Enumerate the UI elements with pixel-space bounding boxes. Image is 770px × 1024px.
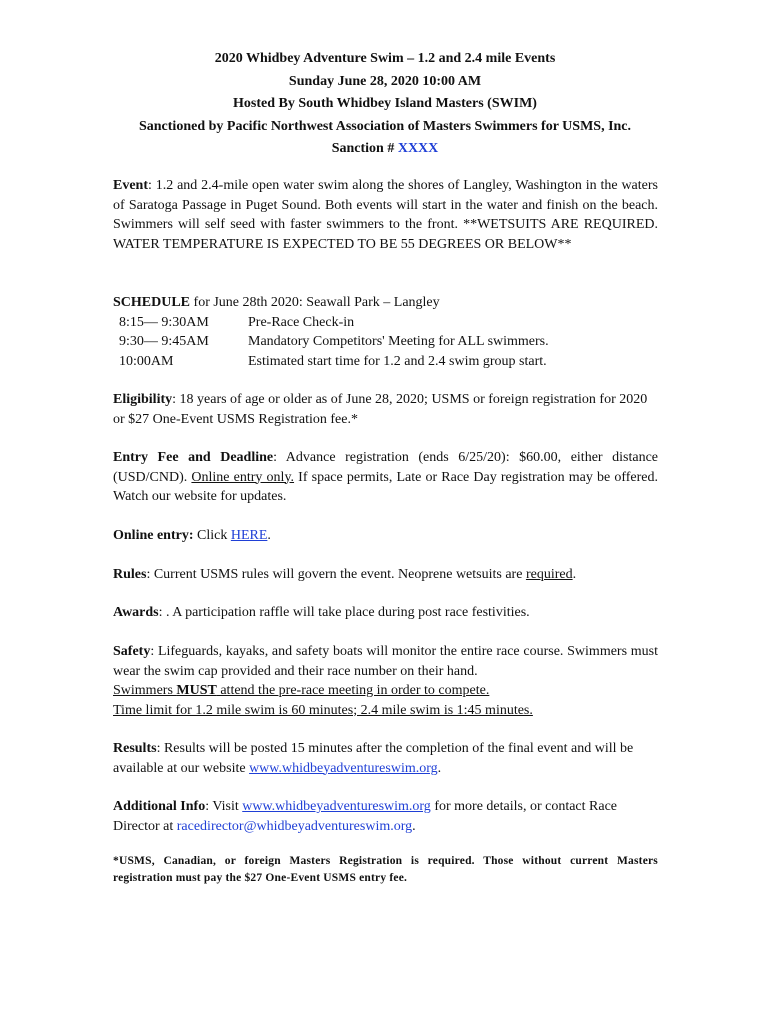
email-link[interactable]: racedirector@whidbeyadventureswim.org <box>176 818 413 834</box>
safety-text: : Lifeguards, kayaks, and safety boats will monitor the entire race course. Swimmers must wear the swim cap provided and their race number on their hand. <box>113 644 658 679</box>
eligibility-label: Eligibility <box>113 392 173 407</box>
schedule-intro: for June 28th 2020: Seawall Park – Langley <box>190 295 440 310</box>
online-entry-section <box>113 526 658 546</box>
online-entry-text: Click <box>193 528 231 543</box>
sanction-number: XXXX <box>397 141 439 156</box>
safety-label: Safety <box>113 644 151 659</box>
online-only-note: Online entry only. <box>191 469 295 485</box>
schedule-row <box>113 332 658 352</box>
safety-section <box>113 642 658 720</box>
here-link[interactable]: HERE <box>230 528 268 543</box>
additional-text-2: for more details, or contact Race Director at <box>113 799 618 834</box>
schedule-desc: Pre-Race Check-in <box>248 314 355 330</box>
entry-fee-section <box>113 448 658 507</box>
schedule-row <box>113 313 658 333</box>
eligibility-section <box>113 390 658 429</box>
safety-meeting-note <box>113 681 658 701</box>
additional-text-1: : Visit <box>205 799 243 814</box>
results-label: Results <box>113 741 157 756</box>
safety-line2a: Swimmers <box>113 683 177 698</box>
safety-paragraph <box>113 642 658 681</box>
schedule-heading <box>113 293 658 313</box>
awards-section <box>113 603 658 623</box>
results-section <box>113 739 658 778</box>
website-link[interactable]: www.whidbeyadventureswim.org <box>249 760 438 776</box>
additional-info-section <box>113 797 658 836</box>
required-word: required <box>525 567 573 582</box>
schedule-time: 8:15— 9:30AM <box>119 314 209 330</box>
sanction-label: Sanction # <box>331 141 398 156</box>
online-entry-label: Online entry: <box>113 528 194 543</box>
event-label: Event <box>113 178 148 193</box>
additional-info-label: Additional Info <box>113 799 206 814</box>
results-after: . <box>437 760 442 776</box>
rules-label: Rules <box>113 567 147 582</box>
header-date: Sunday June 28, 2020 10:00 AM <box>288 73 482 89</box>
header-title: 2020 Whidbey Adventure Swim – 1.2 and 2.4 mile Events <box>214 51 556 66</box>
schedule-desc: Mandatory Competitors' Meeting for ALL swimmers. <box>248 334 549 349</box>
entry-fee-text-2: If space permits, Late or Race Day registration may be offered. Watch our website for updates. <box>113 469 658 504</box>
website-link[interactable]: www.whidbeyadventureswim.org <box>242 799 431 814</box>
safety-must: MUST <box>176 683 217 698</box>
entry-fee-text: : Advance registration (ends 6/25/20): $60.00, either distance (USD/CND). <box>113 450 658 485</box>
rules-after: . <box>572 567 577 582</box>
additional-after: . <box>412 818 416 834</box>
rules-section <box>113 565 658 585</box>
awards-label: Awards <box>113 605 159 620</box>
schedule-desc: Estimated start time for 1.2 and 2.4 swim group start. <box>248 353 547 369</box>
event-header <box>100 48 670 161</box>
event-text: : 1.2 and 2.4-mile open water swim along the shores of Langley, Washington in the waters of Saratoga Passage in Puget Sound. Both events will start in the water and finish on the beach. Swimmers will self seed with faster swimmers to the front. **WETSUITS ARE REQUIRED. WATER TEMPERATURE IS EXPECTED TO BE 55 DEGREES OR BELOW** <box>113 178 658 252</box>
eligibility-text: : 18 years of age or older as of June 28, 2020; USMS or foreign registration for 2020 or $27 One-Event USMS Registration fee.* <box>113 392 648 427</box>
header-sanction <box>100 138 670 161</box>
footnote: *USMS, Canadian, or foreign Masters Registration is required. Those without current Masters registration must pay the $27 One-Event USMS entry fee. <box>113 855 658 884</box>
schedule-label: SCHEDULE <box>113 295 191 310</box>
schedule-time: 10:00AM <box>119 353 174 369</box>
entry-fee-label: Entry Fee and Deadline <box>113 450 274 465</box>
results-text: : Results will be posted 15 minutes after the completion of the final event and will be available at our website <box>113 741 634 776</box>
event-section <box>113 176 658 254</box>
safety-time-limit: Time limit for 1.2 mile swim is 60 minutes; 2.4 mile swim is 1:45 minutes. <box>113 702 533 718</box>
schedule-time: 9:30— 9:45AM <box>119 334 209 349</box>
safety-line2c: attend the pre-race meeting in order to compete. <box>216 683 490 698</box>
header-host: Hosted By South Whidbey Island Masters (SWIM) <box>233 96 537 111</box>
awards-text: : . A participation raffle will take place during post race festivities. <box>158 605 530 620</box>
schedule-row <box>113 352 658 372</box>
online-entry-after: . <box>267 528 271 543</box>
schedule-section <box>113 293 658 371</box>
rules-text: : Current USMS rules will govern the event. Neoprene wetsuits are <box>146 567 526 582</box>
header-sanctioned: Sanctioned by Pacific Northwest Association of Masters Swimmers for USMS, Inc. <box>138 118 632 134</box>
